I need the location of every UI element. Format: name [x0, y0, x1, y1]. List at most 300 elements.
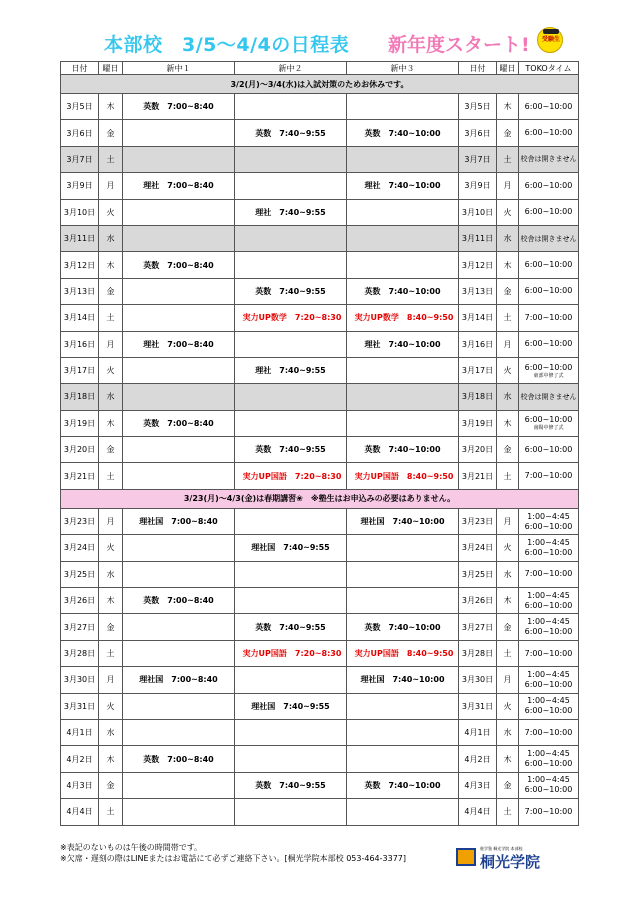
grade3-cell: 実力UP数学 8:40~9:50 [347, 305, 459, 331]
table-row [61, 561, 579, 587]
grade2-cell [235, 410, 347, 436]
toko-cell [519, 199, 579, 225]
table-row [61, 410, 579, 436]
logo-name: 桐光学院 [480, 853, 541, 871]
date-cell: 3月24日 [61, 535, 99, 561]
date-cell: 3月25日 [61, 561, 99, 587]
date-cell: 3月14日 [61, 305, 99, 331]
notice-row [61, 75, 579, 94]
date-cell: 3月18日 [61, 384, 99, 410]
toko-cell [519, 305, 579, 331]
grade2-cell [235, 588, 347, 614]
toko-cell [519, 437, 579, 463]
date-cell-right: 4月4日 [459, 799, 497, 825]
header-grade2: 新中２ [235, 62, 347, 75]
date-cell-right: 3月21日 [459, 463, 497, 489]
table-row [61, 463, 579, 489]
grade3-cell [347, 410, 459, 436]
date-cell-right: 3月23日 [459, 508, 497, 534]
dow-cell: 水 [99, 719, 123, 745]
grade3-cell: 英数 7:40~10:00 [347, 120, 459, 146]
toko-cell [519, 614, 579, 640]
dow-cell: 木 [99, 746, 123, 772]
table-row [61, 225, 579, 251]
dow-cell-right: 火 [497, 693, 519, 719]
toko-time: 6:00~10:00 [524, 207, 573, 217]
grade1-cell: 理社国 7:00~8:40 [123, 667, 235, 693]
book-icon [456, 848, 476, 866]
date-cell-right: 3月31日 [459, 693, 497, 719]
grade3-cell: 理社国 7:40~10:00 [347, 508, 459, 534]
grade1-cell [123, 120, 235, 146]
toko-time: 6:00~10:00 [524, 128, 573, 138]
date-cell-right: 3月30日 [459, 667, 497, 693]
grade2-cell: 英数 7:40~9:55 [235, 278, 347, 304]
date-cell: 3月31日 [61, 693, 99, 719]
date-cell-right: 4月1日 [459, 719, 497, 745]
toko-cell [519, 410, 579, 436]
grade2-cell: 英数 7:40~9:55 [235, 120, 347, 146]
date-cell: 3月11日 [61, 225, 99, 251]
table-row [61, 437, 579, 463]
logo-caption: 進学塾 桐光学院 本部校 [480, 846, 523, 851]
dow-cell-right: 火 [497, 199, 519, 225]
dow-cell: 月 [99, 331, 123, 357]
page-subtitle: 新年度スタート! [388, 34, 530, 56]
dow-cell-right: 土 [497, 799, 519, 825]
grade3-cell: 実力UP国語 8:40~9:50 [347, 463, 459, 489]
dow-cell-right: 木 [497, 252, 519, 278]
grade1-cell: 理社 7:00~8:40 [123, 173, 235, 199]
date-cell-right: 3月26日 [459, 588, 497, 614]
title-row [0, 30, 636, 64]
toko-cell [519, 719, 579, 745]
date-cell: 4月2日 [61, 746, 99, 772]
grade2-cell: 理社国 7:40~9:55 [235, 693, 347, 719]
grade1-cell [123, 772, 235, 798]
date-cell: 3月12日 [61, 252, 99, 278]
date-cell: 3月27日 [61, 614, 99, 640]
grade1-cell [123, 719, 235, 745]
grade2-cell [235, 94, 347, 120]
grade3-cell [347, 588, 459, 614]
dow-cell: 水 [99, 561, 123, 587]
grade3-cell [347, 146, 459, 172]
grade2-cell: 実力UP国語 7:20~8:30 [235, 640, 347, 666]
grade2-cell: 英数 7:40~9:55 [235, 614, 347, 640]
dow-cell: 火 [99, 693, 123, 719]
grade1-cell [123, 305, 235, 331]
grade2-cell: 実力UP数学 7:20~8:30 [235, 305, 347, 331]
date-cell-right: 4月2日 [459, 746, 497, 772]
toko-time-evening: 6:00~10:00 [524, 706, 573, 716]
date-cell: 3月26日 [61, 588, 99, 614]
grade3-cell: 英数 7:40~10:00 [347, 614, 459, 640]
date-cell-right: 3月19日 [459, 410, 497, 436]
page-title: 本部校 3/5～4/4の日程表 [104, 34, 350, 56]
toko-time-evening: 6:00~10:00 [524, 679, 573, 689]
grade1-cell [123, 640, 235, 666]
table-row [61, 719, 579, 745]
grade3-cell [347, 746, 459, 772]
toko-time: 6:00~10:00 [524, 101, 573, 111]
grade1-cell [123, 357, 235, 383]
grade1-cell [123, 693, 235, 719]
dow-cell: 火 [99, 357, 123, 383]
grade1-cell: 理社 7:00~8:40 [123, 331, 235, 357]
grade3-cell [347, 535, 459, 561]
date-cell: 3月20日 [61, 437, 99, 463]
date-cell: 3月16日 [61, 331, 99, 357]
date-cell: 4月4日 [61, 799, 99, 825]
dow-cell-right: 土 [497, 640, 519, 666]
toko-cell [519, 331, 579, 357]
toko-cell [519, 746, 579, 772]
grade1-cell [123, 614, 235, 640]
grade1-cell [123, 799, 235, 825]
dow-cell: 木 [99, 94, 123, 120]
table-row [61, 772, 579, 798]
dow-cell: 木 [99, 410, 123, 436]
dow-cell-right: 金 [497, 614, 519, 640]
dow-cell-right: 火 [497, 357, 519, 383]
dow-cell: 金 [99, 614, 123, 640]
dow-cell-right: 月 [497, 173, 519, 199]
grade1-cell [123, 278, 235, 304]
table-row [61, 331, 579, 357]
date-cell: 4月3日 [61, 772, 99, 798]
toko-cell [519, 94, 579, 120]
toko-time: 1:00~4:45 [527, 537, 570, 547]
date-cell: 3月13日 [61, 278, 99, 304]
table-row [61, 252, 579, 278]
dow-cell-right: 水 [497, 719, 519, 745]
grade1-cell [123, 384, 235, 410]
grade2-cell [235, 146, 347, 172]
dow-cell-right: 木 [497, 746, 519, 772]
toko-time-evening: 6:00~10:00 [524, 547, 573, 557]
date-cell: 3月30日 [61, 667, 99, 693]
dow-cell-right: 土 [497, 146, 519, 172]
toko-time: 6:00~10:00 [524, 362, 573, 372]
grade1-cell [123, 535, 235, 561]
grade2-cell [235, 667, 347, 693]
grade1-cell [123, 225, 235, 251]
date-cell-right: 3月7日 [459, 146, 497, 172]
grade3-cell [347, 384, 459, 410]
notice-text: 3/23(月)～4/3(金)は春期講習❀ ※塾生はお申込みの必要はありません。 [61, 489, 579, 508]
toko-cell [519, 120, 579, 146]
grade3-cell: 実力UP国語 8:40~9:50 [347, 640, 459, 666]
grade3-cell: 英数 7:40~10:00 [347, 278, 459, 304]
grade2-cell [235, 225, 347, 251]
date-cell: 3月5日 [61, 94, 99, 120]
dow-cell-right: 木 [497, 588, 519, 614]
toko-time: 7:00~10:00 [524, 312, 573, 322]
dow-cell: 金 [99, 772, 123, 798]
grade2-cell [235, 252, 347, 278]
table-row [61, 799, 579, 825]
toko-time: 6:00~10:00 [524, 286, 573, 296]
dow-cell-right: 木 [497, 410, 519, 436]
date-cell: 4月1日 [61, 719, 99, 745]
toko-time-evening: 6:00~10:00 [524, 785, 573, 795]
dow-cell-right: 水 [497, 384, 519, 410]
grade1-cell: 理社国 7:00~8:40 [123, 508, 235, 534]
date-cell-right: 3月10日 [459, 199, 497, 225]
footer-note-1: ※表記のないものは午後の時間帯です。 [60, 843, 203, 852]
table-row [61, 508, 579, 534]
dow-cell-right: 木 [497, 94, 519, 120]
toko-time: 7:00~10:00 [524, 569, 573, 579]
toko-time-evening: 6:00~10:00 [524, 759, 573, 769]
toko-cell [519, 252, 579, 278]
toko-cell [519, 508, 579, 534]
toko-cell [519, 693, 579, 719]
notice-row [61, 489, 579, 508]
grade3-cell: 理社 7:40~10:00 [347, 173, 459, 199]
grade2-cell [235, 508, 347, 534]
grade3-cell [347, 199, 459, 225]
dow-cell: 火 [99, 535, 123, 561]
toko-time: 6:00~10:00 [524, 415, 573, 425]
date-cell-right: 3月24日 [459, 535, 497, 561]
date-cell-right: 3月25日 [459, 561, 497, 587]
table-row [61, 305, 579, 331]
date-cell-right: 3月11日 [459, 225, 497, 251]
dow-cell: 月 [99, 667, 123, 693]
dow-cell-right: 火 [497, 535, 519, 561]
grade3-cell [347, 94, 459, 120]
grade2-cell: 理社国 7:40~9:55 [235, 535, 347, 561]
table-row [61, 535, 579, 561]
dow-cell-right: 金 [497, 772, 519, 798]
toko-cell [519, 357, 579, 383]
dow-cell: 土 [99, 640, 123, 666]
grade3-cell [347, 357, 459, 383]
table-row [61, 384, 579, 410]
date-cell-right: 3月13日 [459, 278, 497, 304]
dow-cell: 水 [99, 225, 123, 251]
footer-note-2: ※欠席・遅刻の際はLINEまたはお電話にて必ずご連絡下さい。[桐光学院本部校 053-464-3377] [60, 854, 407, 863]
toko-time-evening: 6:00~10:00 [524, 521, 573, 531]
grade1-cell [123, 146, 235, 172]
toko-cell [519, 384, 579, 410]
dow-cell-right: 金 [497, 437, 519, 463]
table-row [61, 746, 579, 772]
date-cell: 3月9日 [61, 173, 99, 199]
toko-cell [519, 588, 579, 614]
date-cell-right: 3月27日 [459, 614, 497, 640]
toko-cell [519, 772, 579, 798]
grade1-cell: 英数 7:00~8:40 [123, 588, 235, 614]
date-cell: 3月10日 [61, 199, 99, 225]
toko-time: 1:00~4:45 [527, 590, 570, 600]
table-row [61, 94, 579, 120]
toko-time: 6:00~10:00 [524, 444, 573, 454]
exam-badge-icon [537, 27, 563, 53]
date-cell-right: 3月17日 [459, 357, 497, 383]
table-row [61, 278, 579, 304]
dow-cell: 土 [99, 799, 123, 825]
dow-cell: 金 [99, 278, 123, 304]
header-toko-time: TOKOタイム [519, 62, 579, 75]
grade3-cell [347, 693, 459, 719]
dow-cell-right: 金 [497, 278, 519, 304]
dow-cell-right: 水 [497, 561, 519, 587]
grade3-cell: 英数 7:40~10:00 [347, 772, 459, 798]
dow-cell: 金 [99, 120, 123, 146]
toko-cell [519, 173, 579, 199]
toko-cell [519, 667, 579, 693]
date-cell-right: 4月3日 [459, 772, 497, 798]
grade3-cell: 理社 7:40~10:00 [347, 331, 459, 357]
toko-time: 7:00~10:00 [524, 806, 573, 816]
date-cell-right: 3月20日 [459, 437, 497, 463]
date-cell: 3月7日 [61, 146, 99, 172]
grade3-cell [347, 252, 459, 278]
school-logo [456, 846, 580, 871]
header-dow-right: 曜日 [497, 62, 519, 75]
toko-cell [519, 146, 579, 172]
dow-cell: 土 [99, 305, 123, 331]
toko-time: 6:00~10:00 [524, 180, 573, 190]
table-row [61, 588, 579, 614]
toko-time: 校舎は開きません [520, 155, 577, 164]
grade2-cell [235, 799, 347, 825]
toko-time: 校舎は開きません [520, 234, 577, 243]
toko-time-evening: 6:00~10:00 [524, 600, 573, 610]
grade2-cell: 理社 7:40~9:55 [235, 357, 347, 383]
toko-time-evening: 6:00~10:00 [524, 627, 573, 637]
dow-cell: 月 [99, 508, 123, 534]
toko-time: 7:00~10:00 [524, 648, 573, 658]
toko-time: 1:00~4:45 [527, 696, 570, 706]
header-date: 日付 [61, 62, 99, 75]
toko-time: 校舎は開きません [520, 392, 577, 401]
badge-label: 受験生 [541, 36, 560, 43]
toko-time: 1:00~4:45 [527, 749, 570, 759]
date-cell: 3月17日 [61, 357, 99, 383]
dow-cell: 金 [99, 437, 123, 463]
grade2-cell [235, 719, 347, 745]
toko-note: 東部中修了式 [533, 372, 564, 379]
grade1-cell [123, 561, 235, 587]
grade3-cell [347, 561, 459, 587]
date-cell-right: 3月6日 [459, 120, 497, 146]
dow-cell-right: 土 [497, 463, 519, 489]
schedule-body [61, 75, 579, 826]
grade2-cell [235, 384, 347, 410]
table-row [61, 640, 579, 666]
toko-note: 南陽中修了式 [533, 425, 564, 432]
table-header-row [61, 62, 579, 75]
grade3-cell: 理社国 7:40~10:00 [347, 667, 459, 693]
dow-cell-right: 金 [497, 120, 519, 146]
date-cell-right: 3月12日 [459, 252, 497, 278]
date-cell: 3月6日 [61, 120, 99, 146]
dow-cell: 木 [99, 252, 123, 278]
grade1-cell: 英数 7:00~8:40 [123, 746, 235, 772]
toko-cell [519, 799, 579, 825]
grade3-cell [347, 799, 459, 825]
dow-cell-right: 月 [497, 667, 519, 693]
header-date-right: 日付 [459, 62, 497, 75]
grade2-cell [235, 561, 347, 587]
toko-time: 6:00~10:00 [524, 339, 573, 349]
toko-cell [519, 535, 579, 561]
toko-time: 6:00~10:00 [524, 260, 573, 270]
dow-cell: 月 [99, 173, 123, 199]
header-dow: 曜日 [99, 62, 123, 75]
dow-cell-right: 土 [497, 305, 519, 331]
table-row [61, 173, 579, 199]
toko-time: 1:00~4:45 [527, 775, 570, 785]
toko-time: 7:00~10:00 [524, 727, 573, 737]
table-row [61, 357, 579, 383]
grade2-cell: 実力UP国語 7:20~8:30 [235, 463, 347, 489]
date-cell: 3月21日 [61, 463, 99, 489]
date-cell: 3月23日 [61, 508, 99, 534]
dow-cell: 土 [99, 146, 123, 172]
toko-time: 1:00~4:45 [527, 617, 570, 627]
grade2-cell: 理社 7:40~9:55 [235, 199, 347, 225]
grade2-cell: 英数 7:40~9:55 [235, 772, 347, 798]
dow-cell-right: 月 [497, 331, 519, 357]
date-cell-right: 3月14日 [459, 305, 497, 331]
toko-cell [519, 640, 579, 666]
grade2-cell [235, 331, 347, 357]
grade1-cell [123, 199, 235, 225]
grade3-cell [347, 719, 459, 745]
grade1-cell: 英数 7:00~8:40 [123, 252, 235, 278]
date-cell-right: 3月5日 [459, 94, 497, 120]
dow-cell-right: 月 [497, 508, 519, 534]
toko-cell [519, 225, 579, 251]
grade1-cell: 英数 7:00~8:40 [123, 94, 235, 120]
date-cell-right: 3月16日 [459, 331, 497, 357]
toko-time: 1:00~4:45 [527, 669, 570, 679]
date-cell-right: 3月9日 [459, 173, 497, 199]
dow-cell: 土 [99, 463, 123, 489]
schedule-table [60, 61, 579, 826]
grade1-cell [123, 463, 235, 489]
grade1-cell [123, 437, 235, 463]
grade2-cell [235, 173, 347, 199]
header-grade3: 新中３ [347, 62, 459, 75]
toko-cell [519, 463, 579, 489]
toko-cell [519, 278, 579, 304]
table-row [61, 146, 579, 172]
table-row [61, 667, 579, 693]
toko-cell [519, 561, 579, 587]
date-cell: 3月28日 [61, 640, 99, 666]
dow-cell: 木 [99, 588, 123, 614]
date-cell-right: 3月18日 [459, 384, 497, 410]
dow-cell: 水 [99, 384, 123, 410]
date-cell: 3月19日 [61, 410, 99, 436]
dow-cell-right: 水 [497, 225, 519, 251]
header-grade1: 新中１ [123, 62, 235, 75]
dow-cell: 火 [99, 199, 123, 225]
grade1-cell: 英数 7:00~8:40 [123, 410, 235, 436]
grade2-cell [235, 746, 347, 772]
grade3-cell [347, 225, 459, 251]
toko-time: 7:00~10:00 [524, 471, 573, 481]
notice-text: 3/2(月)～3/4(水)は入試対策のためお休みです。 [61, 75, 579, 94]
toko-time: 1:00~4:45 [527, 511, 570, 521]
date-cell-right: 3月28日 [459, 640, 497, 666]
